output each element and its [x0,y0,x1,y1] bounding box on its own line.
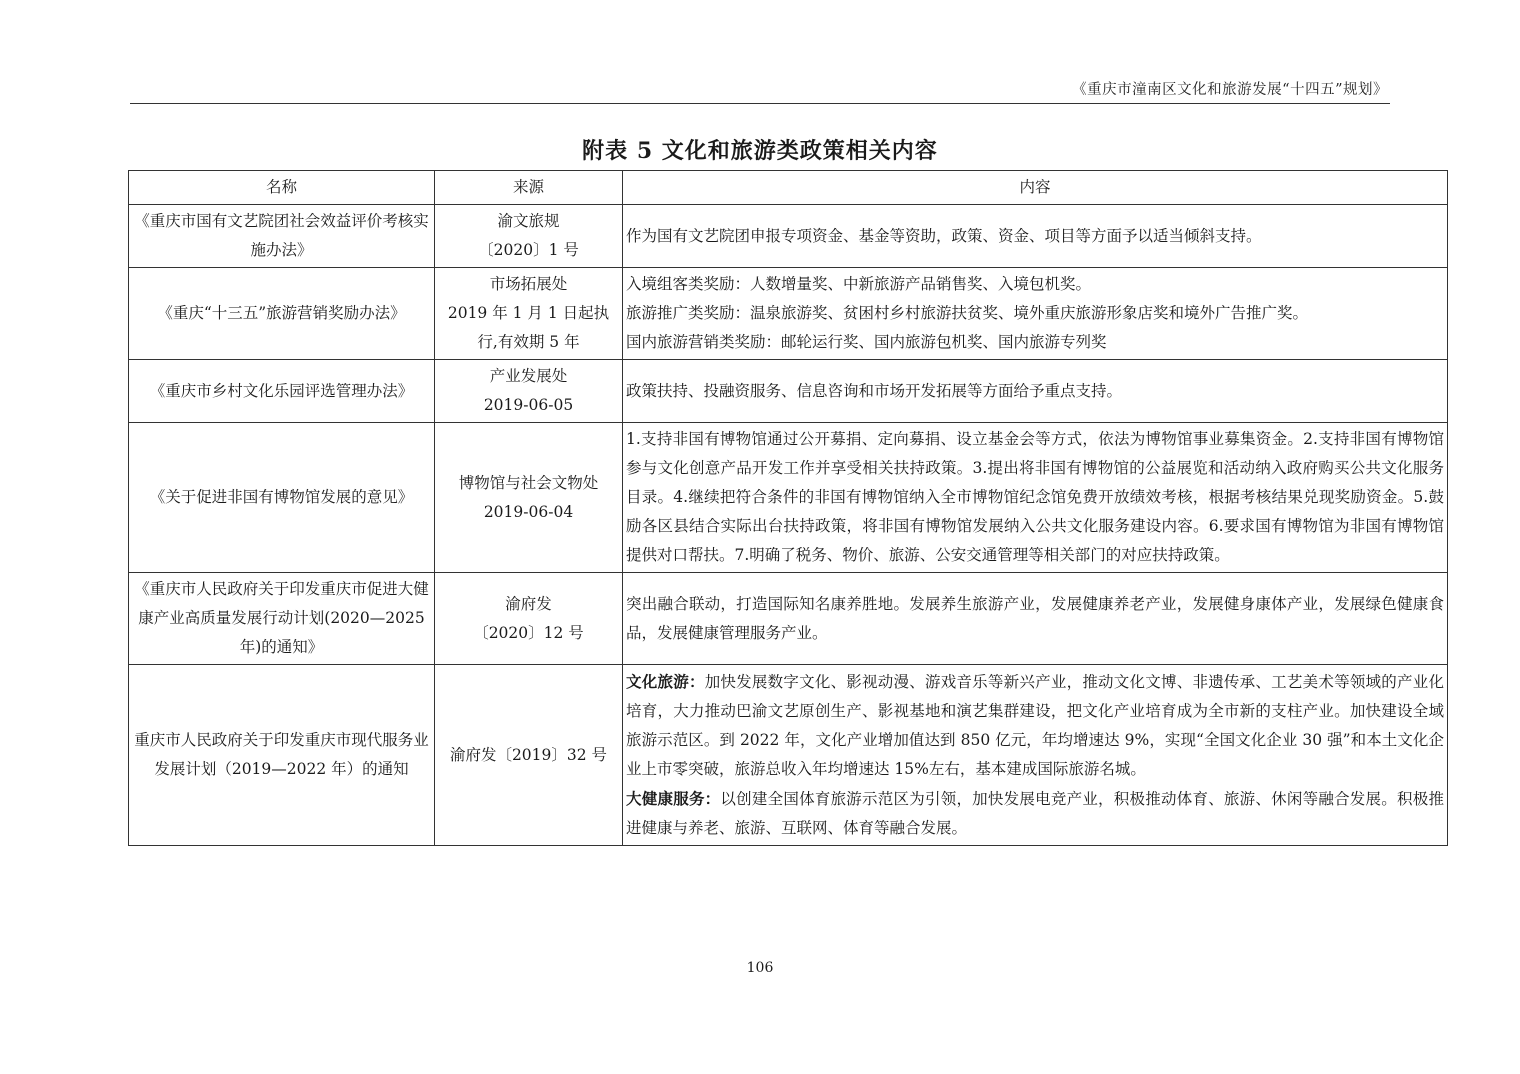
column-header-content: 内容 [623,171,1448,205]
column-header-name: 名称 [129,171,435,205]
policy-source-cell [435,205,623,268]
policy-name-cell: 重庆市人民政府关于印发重庆市现代服务业发展计划（2019—2022 年）的通知 [129,665,435,846]
content-section [626,784,1444,843]
source-line: 2019-06-04 [483,502,574,521]
source-line: 市场拓展处 [489,275,568,293]
policy-name-cell: 《关于促进非国有博物馆发展的意见》 [129,423,435,573]
table-row [129,573,1448,665]
policy-source-cell [435,268,623,360]
source-line: 〔2020〕12 号 [473,623,584,642]
policy-content-cell [623,423,1448,573]
content-text: 政策扶持、投融资服务、信息咨询和市场开发拓展等方面给予重点支持。 [626,381,1123,400]
content-text: 旅游推广类奖励：温泉旅游奖、贫困村乡村旅游扶贫奖、境外重庆旅游形象店奖和境外广告推广奖。 [626,304,1309,322]
source-line: 产业发展处 [489,367,568,385]
column-header-source: 来源 [435,171,623,205]
header-rule [130,103,1390,104]
policy-content-cell [623,573,1448,665]
content-text: 1.支持非国有博物馆通过公开募捐、定向募捐、设立基金会等方式，依法为博物馆事业募集资金。2.支持非国有博物馆参与文化创意产品开发工作并享受相关扶持政策。3.提出将非国有博物馆的公益展览和活动纳入政府购买公共文化服务目录。4.继续把符合条件的非国有博物馆纳入全市博物馆纪念馆免费开放绩效考核，根据考核结果兑现奖励资金。5.鼓励各区县结合实际出台扶持政策，将非国有博物馆发展纳入公共文化服务建设内容。6.要求国有博物馆为非国有博物馆提供对口帮扶。7.明确了税务、物价、旅游、公安交通管理等相关部门的对应扶持政策。 [626,430,1444,564]
policy-name-cell: 《重庆“十三五”旅游营销奖励办法》 [129,268,435,360]
content-text: 入境组客类奖励：人数增量奖、中新旅游产品销售奖、入境包机奖。 [626,275,1092,293]
policy-source-cell [435,360,623,423]
source-line: 2019-06-05 [483,396,574,414]
content-section [626,667,1444,784]
running-header: 《重庆市潼南区文化和旅游发展“十四五”规划》 [1072,82,1388,98]
source-line: 博物馆与社会文物处 [458,473,599,492]
policy-content-cell [623,205,1448,268]
page-number: 106 [746,960,774,976]
source-line: 〔2020〕1 号 [478,241,579,259]
document-title: 附表 5 文化和旅游类政策相关内容 [582,138,938,164]
source-line: 渝府发〔2019〕32 号 [449,745,608,764]
policy-content-cell [623,360,1448,423]
table-row [129,205,1448,268]
content-text: 作为国有文艺院团申报专项资金、基金等资助，政策、资金、项目等方面予以适当倾斜支持。 [626,226,1262,245]
source-line: 渝文旅规 [497,212,560,230]
policy-name-cell: 《重庆市国有文艺院团社会效益评价考核实施办法》 [129,205,435,268]
source-line: 渝府发 [505,594,552,613]
policy-content-cell [623,268,1448,360]
policy-source-cell [435,423,623,573]
policy-name-cell: 《重庆市乡村文化乐园评选管理办法》 [129,360,435,423]
policy-name-cell: 《重庆市人民政府关于印发重庆市促进大健康产业高质量发展行动计划(2020—2025 年)的通知》 [129,573,435,665]
table-row [129,665,1448,846]
source-line: 2019 年 1 月 1 日起执行,有效期 5 年 [447,304,610,351]
content-text: 突出融合联动，打造国际知名康养胜地。发展养生旅游产业，发展健康养老产业，发展健身康体产业，发展绿色健康食品，发展健康管理服务产业。 [626,594,1444,642]
table-row [129,423,1448,573]
section-text: 以创建全国体育旅游示范区为引领，加快发展电竞产业，积极推动体育、旅游、休闲等融合发展。积极推进健康与养老、旅游、互联网、体育等融合发展。 [626,790,1444,837]
policy-content-cell [623,665,1448,846]
policy-table [128,170,1448,846]
policy-source-cell [435,665,623,846]
section-lead: 大健康服务： [626,789,721,808]
table-row [129,360,1448,423]
table-row [129,268,1448,360]
section-lead: 文化旅游： [626,672,705,691]
content-text: 国内旅游营销类奖励：邮轮运行奖、国内旅游包机奖、国内旅游专列奖 [626,333,1107,351]
policy-source-cell [435,573,623,665]
section-text: 加快发展数字文化、影视动漫、游戏音乐等新兴产业，推动文化文博、非遗传承、工艺美术等领域的产业化培育，大力推动巴渝文艺原创生产、影视基地和演艺集群建设，把文化产业培育成为全市新的支柱产业。加快建设全域旅游示范区。到 2022 年，文化产业增加值达到 850 亿元，年均增速达 9%，实现“全国文化企业 30 强”和本土文化企业上市零突破，旅游总收入年均增速达 15%左右，基本建成国际旅游名城。 [626,673,1444,778]
table-header-row [129,171,1448,205]
